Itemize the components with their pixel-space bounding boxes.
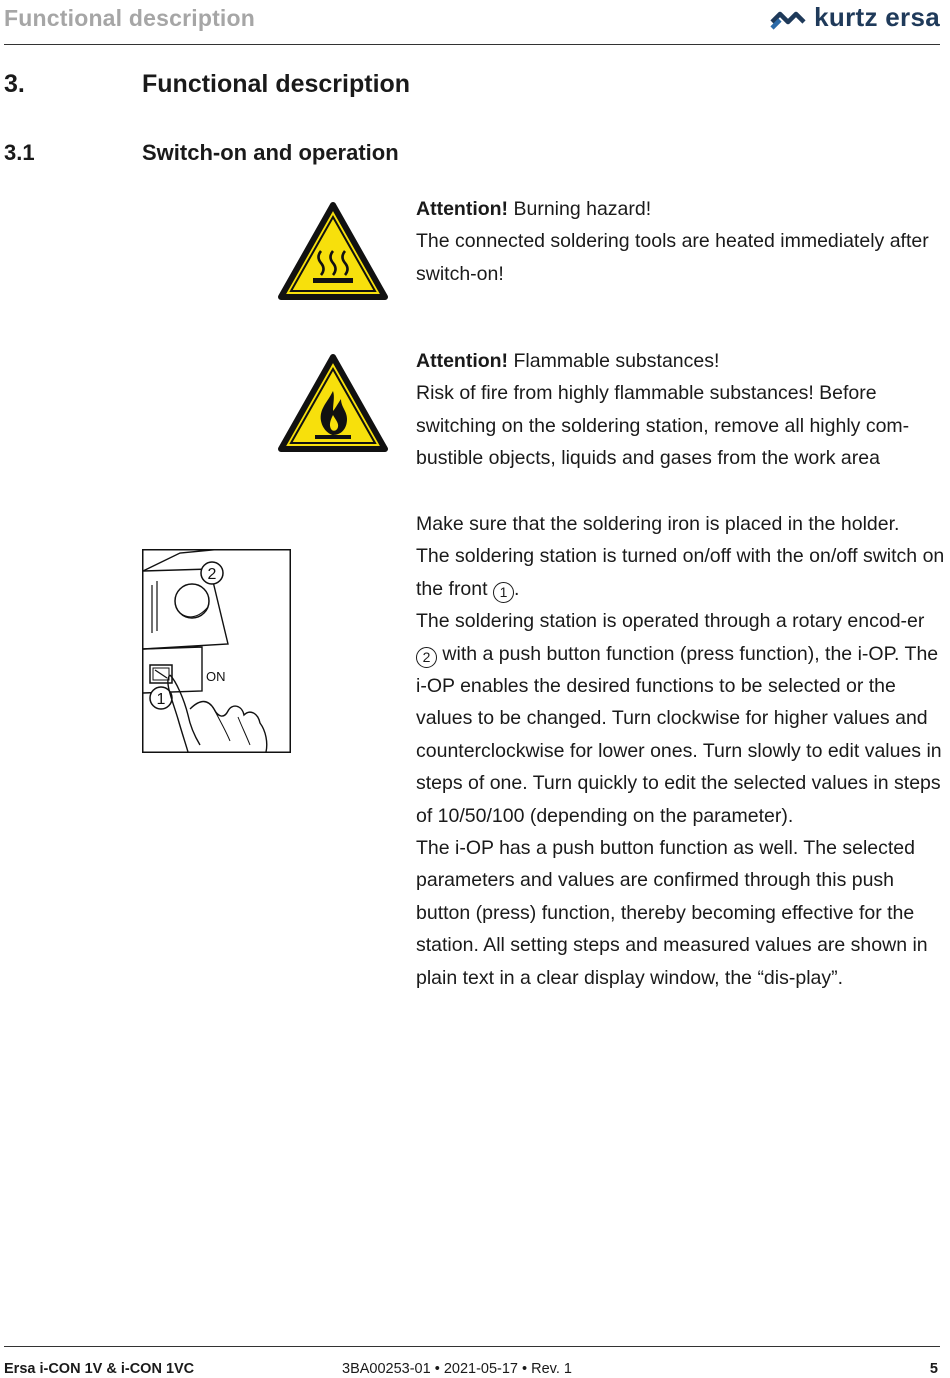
warning-text: Risk of fire from highly flammable substances! Before switching on the soldering station, remove all highly com-bustible objects, liquids and gases from the work area [416,382,910,470]
callout-1: 1 [156,691,166,708]
page-number: 5 [929,1361,938,1377]
footer-rule [4,1346,940,1347]
reference-1: 1 [493,582,514,603]
subsection-title: Switch-on and operation [142,140,399,165]
kurtz-ersa-logo-icon [770,6,806,30]
warning-label: Attention! [416,198,509,220]
switch-on-label: ON [206,669,226,684]
warning-text: The connected soldering tools are heated immediately after switch-on! [416,230,929,285]
push-button-instruction: The i-OP has a push button function as well. The selected parameters and values are confirmed through this push button (press) function, thereby becoming effective for the station. All setting steps and measured values are shown in plain text in a clear display window, the “dis-play”. [416,837,928,989]
holder-instruction: Make sure that the soldering iron is placed in the holder. [416,513,900,535]
running-header-title: Functional description [4,5,256,31]
header-rule [4,44,940,45]
brand-name: kurtz ersa [814,2,940,32]
section-number: 3. [4,70,25,98]
warning-label: Attention! [416,350,509,372]
operation-description [416,508,946,994]
switch-instruction: The soldering station is turned on/off with the on/off switch on the front 1 . [416,540,946,605]
warning-flammable-substances [416,345,946,475]
subsection-number: 3.1 [4,140,35,165]
callout-2: 2 [207,566,217,583]
station-front-illustration [142,549,292,754]
section-title: Functional description [142,70,411,98]
footer-docref: 3BA00253-01 • 2021-05-17 • Rev. 1 [342,1361,572,1377]
hot-surface-warning-icon [277,201,389,301]
footer-product: Ersa i-CON 1V & i-CON 1VC [4,1361,195,1377]
warning-burning-hazard [416,193,946,290]
flammable-warning-icon [277,353,389,453]
brand-logo [770,2,940,33]
warning-title: Burning hazard! [508,198,652,220]
encoder-instruction: The soldering station is operated through a rotary encod-er 2 with a push button function (press function), the i-OP. The i-OP enables the desired functions to be selected or the values to be changed. Turn clockwise for higher values and counterclockwise for lower ones. Turn slowly to edit values in steps of one. Turn quickly to edit the selected values in steps of 10/50/100 (depending on the parameter). [416,610,942,827]
reference-2: 2 [416,647,437,668]
warning-title: Flammable substances! [508,350,720,372]
